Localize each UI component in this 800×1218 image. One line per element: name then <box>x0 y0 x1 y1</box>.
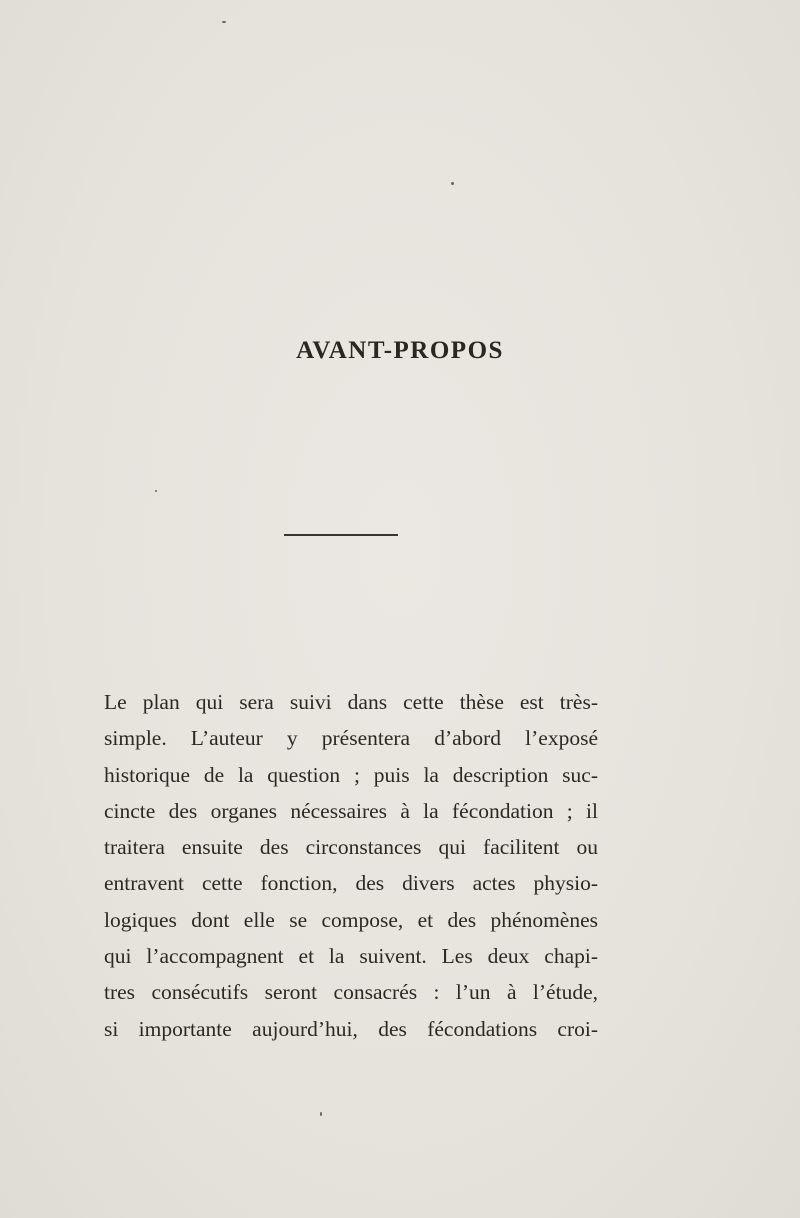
paragraph-line: Le plan qui sera suivi dans cette thèse est très- <box>104 690 598 714</box>
paragraph-line: tres consécutifs seront consacrés : l’un à l’étude, <box>104 980 598 1005</box>
paper-speck <box>222 21 226 23</box>
paragraph-line: cincte des organes nécessaires à la fécondation ; il <box>104 798 598 823</box>
paragraph <box>104 684 598 1047</box>
paragraph-line: logiques dont elle se compose, et des phénomènes <box>104 907 598 932</box>
paragraph-line: historique de la question ; puis la description suc- <box>104 762 598 787</box>
heading-rule <box>284 534 398 536</box>
page-heading: AVANT-PROPOS <box>296 337 504 364</box>
show-through-text <box>80 120 600 330</box>
paragraph-line: entravent cette fonction, des divers actes physio- <box>104 871 598 896</box>
paper-speck <box>155 490 157 492</box>
paragraph-line: qui l’accompagnent et la suivent. Les deux chapi- <box>104 944 598 969</box>
paragraph-line: traitera ensuite des circonstances qui facilitent ou <box>104 835 598 860</box>
paper-speck <box>320 1112 322 1116</box>
paper-speck <box>451 182 454 185</box>
paragraph-line: si importante aujourd’hui, des fécondations croi- <box>104 1016 598 1041</box>
paragraph-line: simple. L’auteur y présentera d’abord l’exposé <box>104 726 598 751</box>
